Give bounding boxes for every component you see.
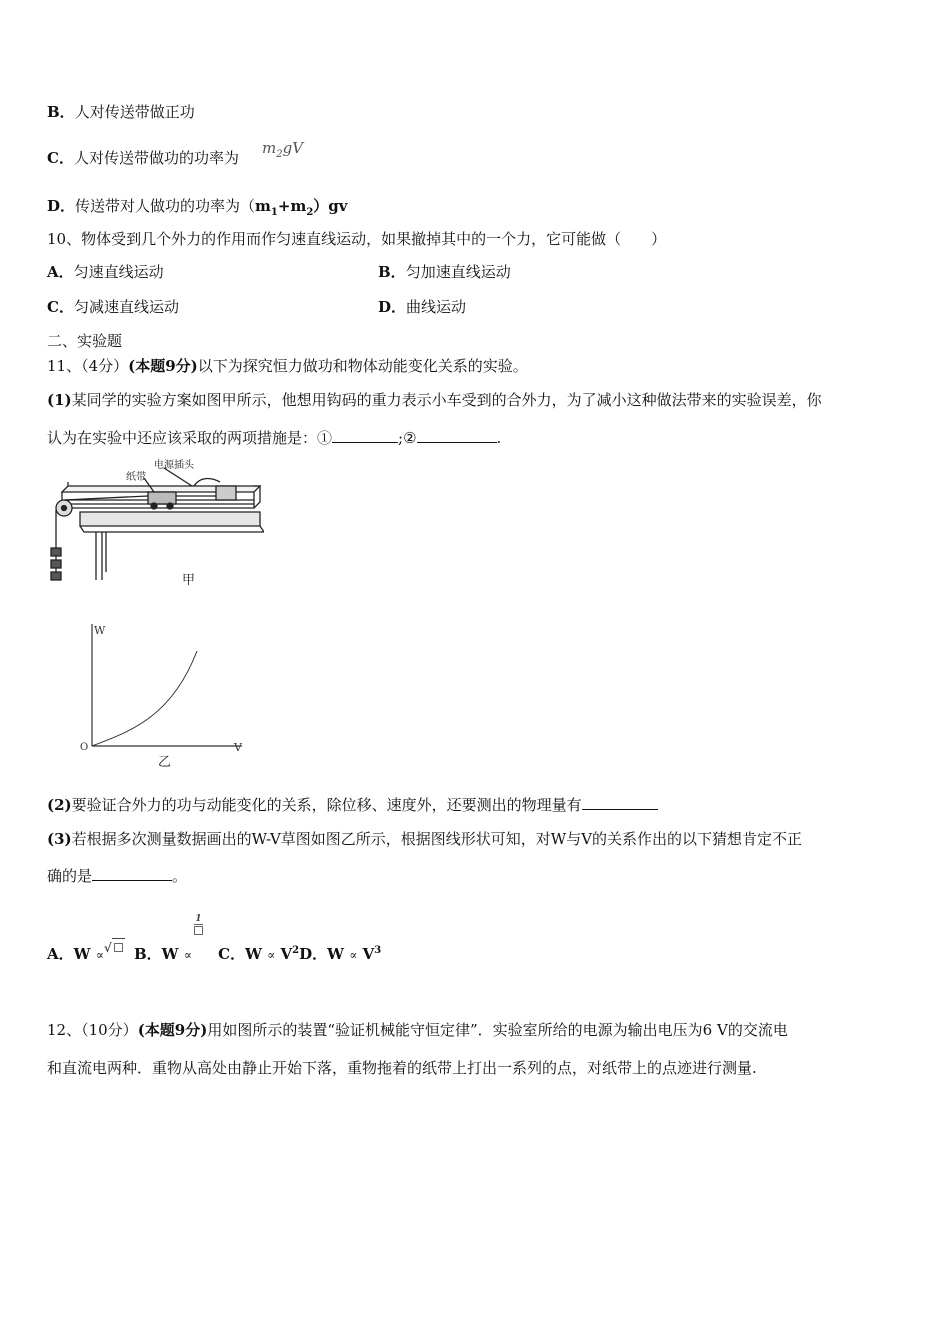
w-v-curve xyxy=(92,651,197,746)
answer-blank-3[interactable] xyxy=(582,795,658,810)
axis-origin: O xyxy=(80,742,89,753)
q11-part1-line1: (1)某同学的实验方案如图甲所示，他想用钩码的重力表示小车受到的合外力，为了减小这种做法带来的实验误差，你 xyxy=(47,391,822,409)
q11-options-row: A．W ∝√ B．W ∝1 C．$W \propto V^2D$．$W \propto V^3$ xyxy=(47,914,382,963)
option-text: 人对传送带做正功 xyxy=(74,103,195,121)
option-text: 人对传送带做功的功率为 xyxy=(73,149,239,167)
option-letter: C． xyxy=(47,149,74,167)
q11-part3-line1: (3)若根据多次测量数据画出的W-V草图如图乙所示，根据图线形状可知，对W与V的关系作出的以下猜想肯定不正 xyxy=(47,830,803,848)
q11-stem: 11、（4分）(本题9分)以下为探究恒力做功和物体动能变化关系的实验。 xyxy=(47,357,528,375)
fraction-symbol: 1 xyxy=(194,914,203,938)
answer-blank-1[interactable] xyxy=(332,428,398,443)
q9-option-b xyxy=(47,102,195,122)
label-plug: 电源插头 xyxy=(154,460,194,471)
q11-part3-line2: 确的是 。 xyxy=(47,867,188,885)
q10-stem: 10、物体受到几个外力的作用而作匀速直线运动，如果撤掉其中的一个力，它可能做（ ） xyxy=(47,230,667,248)
answer-blank-4[interactable] xyxy=(92,866,172,881)
axis-label-v: V xyxy=(234,741,242,754)
axis-label-w: W xyxy=(94,624,106,637)
figure-yi-caption: 乙 xyxy=(158,755,172,770)
q9-option-c-formula: $m_2gV$ xyxy=(262,139,304,160)
section-title: 二、实验题 xyxy=(47,332,123,350)
q12-line2: 和直流电两种．重物从高处由静止开始下落，重物拖着的纸带上打出一系列的点，对纸带上的点迹进行测量. xyxy=(47,1059,757,1077)
q11-part1-line2: 认为在实验中还应该采取的两项措施是：① ;② . xyxy=(47,429,502,447)
label-tape: 纸带 xyxy=(126,472,146,483)
q9-option-c xyxy=(47,148,239,168)
q10-option-b: B．匀加速直线运动 xyxy=(378,263,511,281)
q10-option-c: C．匀减速直线运动 xyxy=(47,298,179,316)
q9-option-d: D．传送带对人做功的功率为$(m_1+m_2)gv$ xyxy=(47,197,348,218)
answer-blank-2[interactable] xyxy=(417,428,497,443)
q10-option-d: D．曲线运动 xyxy=(378,298,467,316)
q12-line1: 12、（10分）(本题9分)用如图所示的装置“验证机械能守恒定律”．实验室所给的电源为输出电压为6 V的交流电 xyxy=(47,1021,788,1039)
option-letter: D． xyxy=(47,197,76,215)
q10-option-a: A．匀速直线运动 xyxy=(47,263,164,281)
option-letter: B． xyxy=(47,103,75,121)
figure-jia-apparatus xyxy=(44,452,264,592)
q11-part2: (2)要验证合外力的功与动能变化的关系，除位移、速度外，还要测出的物理量有 xyxy=(47,795,658,815)
sqrt-symbol: √ xyxy=(104,938,125,959)
figure-jia-caption: 甲 xyxy=(182,573,196,588)
figure-yi-graph xyxy=(72,616,262,776)
